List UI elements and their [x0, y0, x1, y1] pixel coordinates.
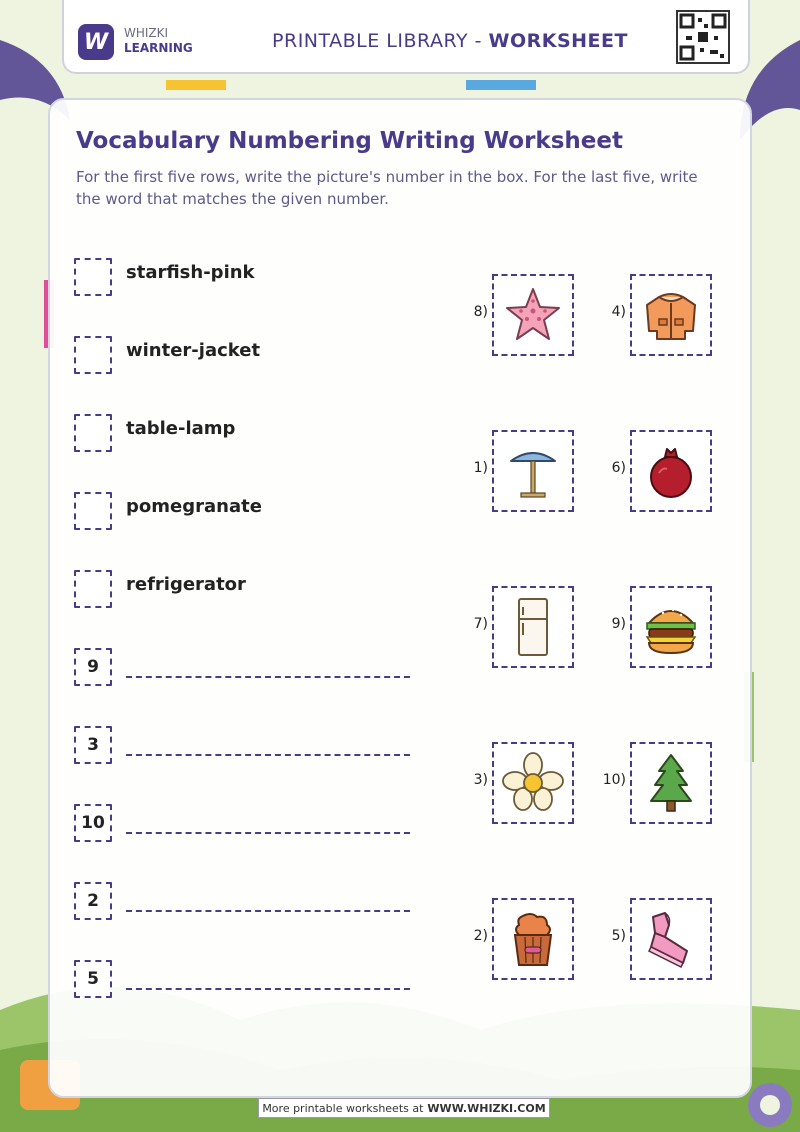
picture-frame	[630, 586, 712, 668]
picture-card	[596, 274, 692, 356]
picture-number: 2)	[473, 928, 488, 944]
worksheet-instructions: For the first five rows, write the picture's number in the box. For the last five, write the word that matches the given number.	[76, 168, 698, 208]
picture-frame	[630, 274, 712, 356]
burger-icon	[639, 595, 703, 659]
picture-card	[458, 586, 554, 668]
banner-regular: PRINTABLE LIBRARY -	[272, 30, 489, 52]
refrigerator-icon	[501, 595, 565, 659]
given-number: 2	[74, 882, 112, 920]
picture-frame	[630, 898, 712, 980]
picture-frame	[492, 274, 574, 356]
given-number: 9	[74, 648, 112, 686]
answer-box[interactable]	[74, 336, 112, 374]
flower-icon	[501, 751, 565, 815]
vocab-word: starfish-pink	[126, 262, 255, 283]
picture-frame	[492, 742, 574, 824]
vocab-word: table-lamp	[126, 418, 236, 439]
given-number: 3	[74, 726, 112, 764]
brand-name[interactable]	[124, 26, 193, 56]
footer-url[interactable]: WWW.WHIZKI.COM	[427, 1101, 546, 1115]
picture-card	[458, 742, 554, 824]
write-line[interactable]	[126, 910, 410, 912]
cupcake-icon	[501, 907, 565, 971]
winter-jacket-icon	[639, 283, 703, 347]
site-header	[62, 0, 750, 74]
answer-box[interactable]	[74, 414, 112, 452]
banner-bold: WORKSHEET	[488, 30, 628, 52]
brand-line1: WHIZKI	[124, 26, 169, 40]
pine-tree-icon	[639, 751, 703, 815]
picture-card	[596, 742, 692, 824]
header-banner	[240, 30, 660, 52]
footer-text: More printable worksheets at	[262, 1101, 424, 1115]
picture-number: 1)	[473, 460, 488, 476]
write-line[interactable]	[126, 676, 410, 678]
picture-number: 7)	[473, 616, 488, 632]
vocab-word: pomegranate	[126, 496, 262, 517]
brand-line2: LEARNING	[124, 41, 193, 55]
picture-number: 3)	[473, 772, 488, 788]
picture-number: 4)	[611, 304, 626, 320]
picture-card	[596, 898, 692, 980]
answer-box[interactable]	[74, 492, 112, 530]
worksheet-title: Vocabulary Numbering Writing Worksheet	[76, 128, 623, 154]
picture-card	[458, 430, 554, 512]
write-line[interactable]	[126, 832, 410, 834]
qr-code-icon	[676, 10, 730, 64]
whizki-logo-icon[interactable]: W	[78, 24, 114, 60]
picture-frame	[630, 742, 712, 824]
dress-icon	[639, 907, 703, 971]
vocab-word: refrigerator	[126, 574, 246, 595]
vocab-word: winter-jacket	[126, 340, 261, 361]
picture-frame	[492, 430, 574, 512]
picture-card	[596, 430, 692, 512]
picture-number: 10)	[602, 772, 626, 788]
footer-link[interactable]	[258, 1098, 550, 1118]
answer-box[interactable]	[74, 570, 112, 608]
picture-card	[596, 586, 692, 668]
given-number: 5	[74, 960, 112, 998]
given-number: 10	[74, 804, 112, 842]
picture-number: 5)	[611, 928, 626, 944]
picture-number: 9)	[611, 616, 626, 632]
table-lamp-icon	[501, 439, 565, 503]
picture-frame	[630, 430, 712, 512]
picture-frame	[492, 898, 574, 980]
starfish-icon	[501, 283, 565, 347]
picture-card	[458, 274, 554, 356]
picture-card	[458, 898, 554, 980]
picture-frame	[492, 586, 574, 668]
picture-number: 8)	[473, 304, 488, 320]
write-line[interactable]	[126, 754, 410, 756]
answer-box[interactable]	[74, 258, 112, 296]
write-line[interactable]	[126, 988, 410, 990]
pomegranate-icon	[639, 439, 703, 503]
picture-number: 6)	[611, 460, 626, 476]
